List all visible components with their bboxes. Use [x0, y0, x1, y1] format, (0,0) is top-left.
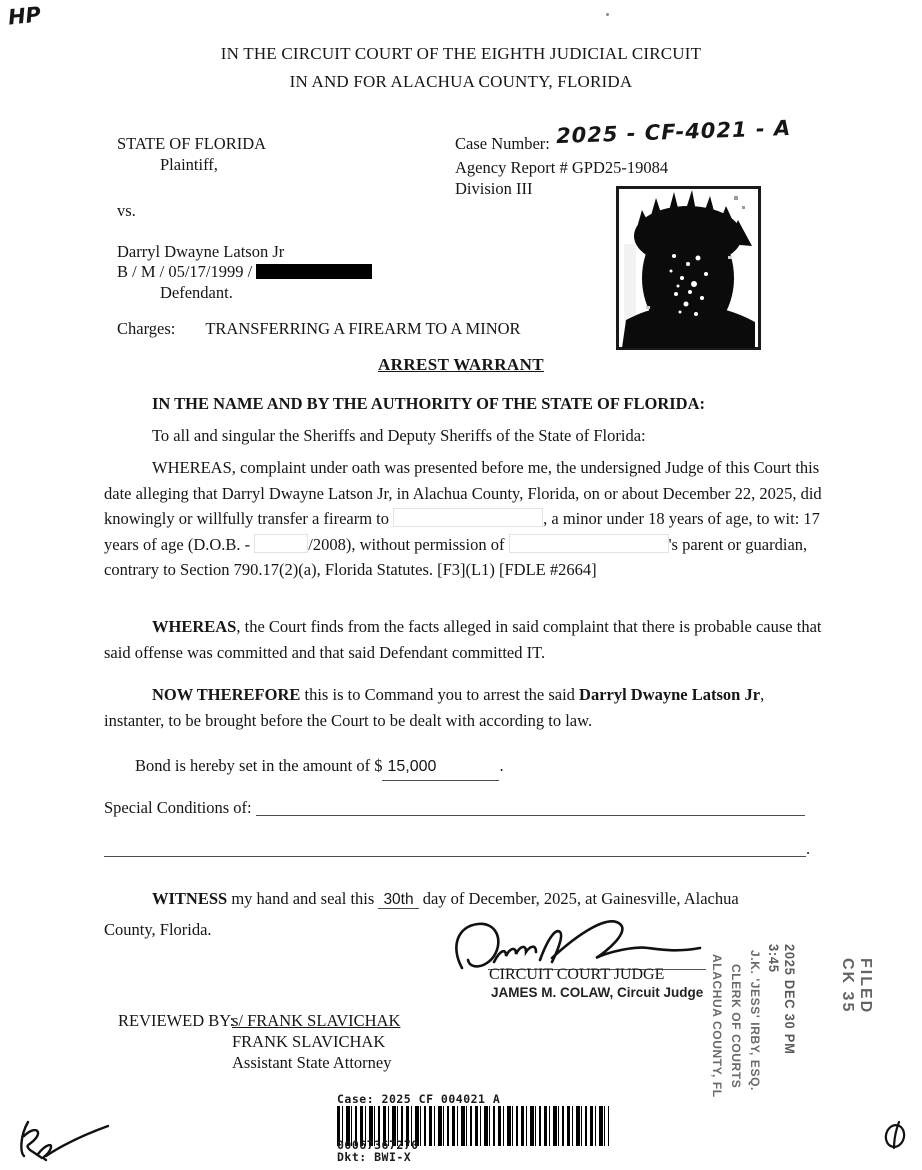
initials-scribble — [16, 1110, 112, 1166]
filed-stamp — [838, 958, 874, 1050]
defendant-dob-text: B / M / 05/17/1999 / — [117, 262, 253, 281]
bond-label: Bond is hereby set in the amount of $ — [135, 756, 383, 775]
signature-scribble — [448, 918, 710, 972]
reviewed-by-name: FRANK SLAVICHAK — [232, 1032, 386, 1051]
barcode-docket: Dkt: BWI-X — [337, 1150, 412, 1164]
handwritten-initials-bottom-left — [16, 1110, 112, 1170]
charges-line — [117, 316, 521, 342]
filed-stamp-word: FILED — [857, 958, 874, 1015]
case-number-handwritten: 2025 - CF-4021 - A — [555, 115, 792, 149]
filed-datetime-stamp: 2025 DEC 30 PM 3:45 — [766, 944, 798, 1055]
redaction-box-minor-name-2 — [509, 534, 669, 553]
handwritten-initials-top-left: HP — [6, 2, 43, 30]
witness-text-c: County, Florida. — [104, 920, 212, 939]
filed-stamp-clerk-initials: CK 35 — [839, 958, 856, 1014]
reviewed-by-title: Assistant State Attorney — [232, 1053, 392, 1072]
whereas2-rest: , the Court finds from the facts alleged in said complaint that there is probable cause that said offense was committed and that said Defendant committed IT. — [104, 617, 822, 662]
witness-text-b: day of December, 2025, at Gainesville, Alachua — [418, 889, 739, 908]
defendant-dob-line — [117, 259, 372, 285]
plaintiff-role: Plaintiff, — [160, 155, 218, 174]
clerk-filing-stamp — [707, 950, 764, 1146]
bond-amount: 15,000 — [387, 758, 437, 775]
witness-text-a: my hand and seal this — [227, 889, 379, 908]
page-check-mark — [882, 1118, 910, 1157]
defendant-name: Darryl Dwayne Latson Jr — [117, 242, 285, 261]
court-header-line1: IN THE CIRCUIT COURT OF THE EIGHTH JUDICIAL CIRCUIT — [220, 44, 702, 63]
redaction-box-minor-name-1 — [393, 508, 543, 527]
whereas1-text-a: WHEREAS, complaint under oath was presented before me, the undersigned Judge of this Court this date alleging that Darryl Dwayne Latson Jr, in Alachua County, Florida, on or about December 22, 2025, did knowingly or willfully transfer a firearm to — [104, 458, 822, 528]
charges-label: Charges: — [117, 319, 176, 338]
reviewed-by-label: REVIEWED BY: — [118, 1011, 235, 1030]
case-number-label: Case Number: — [455, 134, 550, 153]
now-therefore-rest: , instanter, to be brought before the Court to be dealt with according to law. — [104, 685, 765, 730]
redaction-bar-black — [256, 264, 372, 279]
agency-report-number: Agency Report # GPD25-19084 — [455, 158, 669, 177]
judge-signature — [448, 918, 710, 970]
circled-slash-mark — [882, 1118, 910, 1152]
whereas1-text-c: /2008), without permission of — [308, 534, 509, 554]
document-title: ARREST WARRANT — [377, 355, 545, 374]
address-line: To all and singular the Sheriffs and Deputy Sheriffs of the State of Florida: — [152, 426, 646, 445]
special-conditions-blank-1 — [256, 797, 805, 816]
reviewed-by-signed: s/ FRANK SLAVICHAK — [232, 1011, 401, 1030]
mugshot-image — [616, 186, 761, 350]
witness-day: 30th — [378, 891, 418, 909]
barcode-number: 00067367270 — [337, 1138, 419, 1152]
whereas-paragraph-1 — [104, 455, 826, 583]
now-therefore-mid: this is to Command you to arrest the said — [300, 685, 580, 704]
vs-label: vs. — [117, 201, 136, 220]
barcode-case-line: Case: 2025 CF 004021 A — [337, 1092, 501, 1106]
clerk-stamp-county: ALACHUA COUNTY, FL — [710, 954, 724, 1098]
bond-line — [135, 753, 504, 781]
plaintiff-name: STATE OF FLORIDA — [117, 134, 267, 153]
now-therefore-name: Darryl Dwayne Latson Jr — [579, 685, 761, 704]
clerk-stamp-name: J.K. 'JESS' IRBY, ESQ. — [748, 950, 762, 1091]
special-conditions-label: Special Conditions of: — [104, 798, 252, 817]
special-conditions-line1 — [104, 795, 824, 821]
bond-period: . — [499, 756, 504, 775]
whereas2-bold: WHEREAS — [152, 617, 237, 636]
whereas1-text-d: 's parent or guardian, contrary to Section 790.17(2)(a), Florida Statutes. [F3](L1) [FDLE #2664] — [104, 534, 808, 579]
judge-name: JAMES M. COLAW, Circuit Judge — [491, 985, 704, 1000]
court-header-line2: IN AND FOR ALACHUA COUNTY, FLORIDA — [289, 72, 633, 91]
whereas-paragraph-2 — [104, 614, 826, 665]
defendant-role: Defendant. — [160, 283, 233, 302]
special-conditions-period: . — [806, 839, 811, 858]
witness-bold: WITNESS — [152, 889, 228, 908]
judge-title: CIRCUIT COURT JUDGE — [489, 966, 665, 983]
whereas1-text-b: , a minor under 18 years of age, to wit: 17 years of age (D.O.B. - — [104, 509, 820, 554]
scan-speck — [606, 13, 609, 16]
charge-value: TRANSFERRING A FIREARM TO A MINOR — [205, 319, 521, 338]
authority-line: IN THE NAME AND BY THE AUTHORITY OF THE STATE OF FLORIDA: — [152, 394, 705, 413]
defendant-mugshot-photo — [616, 186, 761, 355]
now-therefore-bold: NOW THEREFORE — [152, 685, 301, 704]
special-conditions-line2 — [104, 836, 810, 862]
now-therefore-paragraph — [104, 682, 826, 733]
division-label: Division III — [455, 179, 533, 198]
clerk-stamp-title: CLERK OF COURTS — [729, 964, 743, 1089]
document-title-wrap — [0, 355, 922, 375]
special-conditions-blank-2 — [104, 838, 806, 857]
redaction-box-dob — [254, 534, 308, 553]
